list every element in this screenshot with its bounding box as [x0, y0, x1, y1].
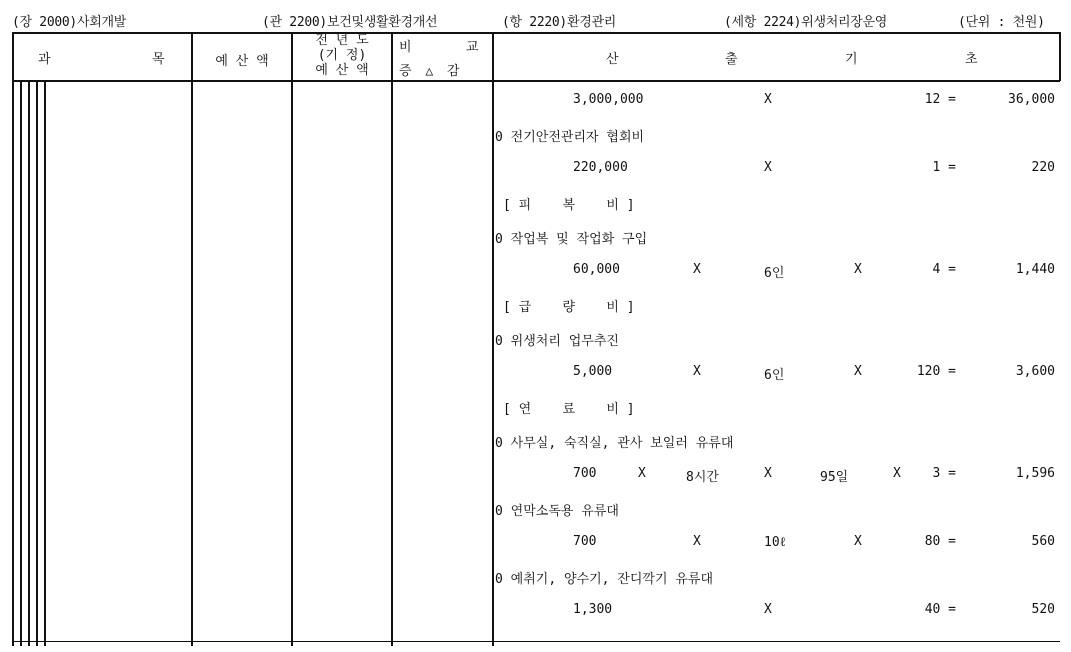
row-1	[493, 126, 1063, 146]
multiply: X	[764, 92, 772, 107]
col-header-prev-line3: 예 산 액	[315, 63, 369, 78]
amount: 700	[573, 466, 597, 481]
item-label: 0 사무실, 숙직실, 관사 보일러 유류대	[495, 436, 734, 451]
days: 95일	[820, 470, 849, 485]
col-header-subject-a: 과	[38, 52, 51, 67]
subtotal: 1,440	[1015, 262, 1055, 277]
col-header-basis-4: 초	[965, 52, 978, 67]
row-15	[493, 602, 1063, 622]
multiply: X	[693, 534, 701, 549]
header-bottom-border	[12, 80, 1060, 82]
row-12	[493, 500, 1063, 520]
item-label: 0 예취기, 양수기, 잔디깍기 유류대	[495, 572, 714, 587]
row-4	[493, 228, 1063, 248]
table-right-border	[1059, 32, 1061, 81]
subject-line-5	[44, 80, 46, 646]
table-bottom-border	[12, 641, 1060, 642]
section-label: [ 급 량 비 ]	[503, 300, 635, 315]
multiply: X	[638, 466, 646, 481]
qty-equal: 80 =	[924, 534, 956, 549]
qty-equal: 3 =	[932, 466, 956, 481]
col-header-basis-2: 출	[725, 52, 738, 67]
multiply: X	[854, 262, 862, 277]
qty-equal: 120 =	[916, 364, 956, 379]
subject-line-2	[20, 80, 22, 646]
hours: 8시간	[686, 470, 719, 485]
qty-equal: 4 =	[932, 262, 956, 277]
amount: 3,000,000	[573, 92, 644, 107]
subtotal: 220	[1031, 160, 1055, 175]
item-label: 0 전기안전관리자 협회비	[495, 130, 645, 145]
qty-equal: 40 =	[924, 602, 956, 617]
amount: 5,000	[573, 364, 613, 379]
col-sep-prev	[291, 32, 293, 646]
qty-equal: 1 =	[932, 160, 956, 175]
subject-line-1	[12, 80, 14, 646]
row-6	[493, 296, 1063, 316]
section-label: [ 피 복 비 ]	[503, 198, 635, 213]
row-9	[493, 398, 1063, 418]
multiply: X	[854, 364, 862, 379]
unit-label: (단위 : 천원)	[958, 15, 1045, 30]
amount: 700	[573, 534, 597, 549]
row-10	[493, 432, 1063, 452]
subtotal: 1,596	[1015, 466, 1055, 481]
row-13	[493, 534, 1063, 554]
sehang-title: (세항 2224)위생처리장운영	[724, 15, 888, 30]
col-header-prev	[293, 33, 391, 78]
row-2	[493, 160, 1063, 180]
subject-line-3	[28, 80, 30, 646]
subtotal: 3,600	[1015, 364, 1055, 379]
multiply: X	[764, 602, 772, 617]
col-sep-budget	[191, 32, 193, 646]
count: 6인	[764, 266, 785, 281]
col-header-compare-c: 증 △ 감	[399, 64, 463, 79]
volume: 10ℓ	[764, 535, 786, 550]
col-header-compare-b: 교	[466, 40, 479, 55]
jang-title: (장 2000)사회개발	[12, 15, 126, 30]
multiply: X	[693, 364, 701, 379]
row-8	[493, 364, 1063, 384]
row-5	[493, 262, 1063, 282]
amount: 1,300	[573, 602, 613, 617]
gwan-title: (관 2200)보건및생활환경개선	[262, 15, 438, 30]
qty-equal: 12 =	[924, 92, 956, 107]
multiply: X	[854, 534, 862, 549]
row-0	[493, 92, 1063, 112]
multiply: X	[893, 466, 901, 481]
subject-line-4	[36, 80, 38, 646]
section-label: [ 연 료 비 ]	[503, 402, 635, 417]
subtotal: 36,000	[1008, 92, 1055, 107]
amount: 220,000	[573, 160, 628, 175]
count: 6인	[764, 368, 785, 383]
col-header-budget: 예 산 액	[215, 54, 269, 69]
item-label: 0 연막소독용 유류대	[495, 504, 619, 519]
row-11	[493, 466, 1063, 486]
subtotal: 520	[1031, 602, 1055, 617]
row-14	[493, 568, 1063, 588]
row-7	[493, 330, 1063, 350]
col-header-prev-line1: 전 년 도	[315, 33, 369, 48]
col-header-subject-b: 목	[152, 52, 165, 67]
item-label: 0 위생처리 업무추진	[495, 334, 619, 349]
multiply: X	[764, 466, 772, 481]
col-sep-compare	[391, 32, 393, 646]
amount: 60,000	[573, 262, 620, 277]
table-top-border	[12, 32, 1060, 34]
table-left-border	[12, 32, 14, 81]
multiply: X	[764, 160, 772, 175]
col-header-basis-3: 기	[845, 52, 858, 67]
row-3	[493, 194, 1063, 214]
hang-title: (항 2220)환경관리	[502, 15, 616, 30]
col-header-compare-a: 비	[399, 40, 412, 55]
multiply: X	[693, 262, 701, 277]
subtotal: 560	[1031, 534, 1055, 549]
col-header-prev-line2: (기 정)	[317, 48, 367, 63]
item-label: 0 작업복 및 작업화 구입	[495, 232, 648, 247]
col-header-basis-1: 산	[606, 52, 619, 67]
